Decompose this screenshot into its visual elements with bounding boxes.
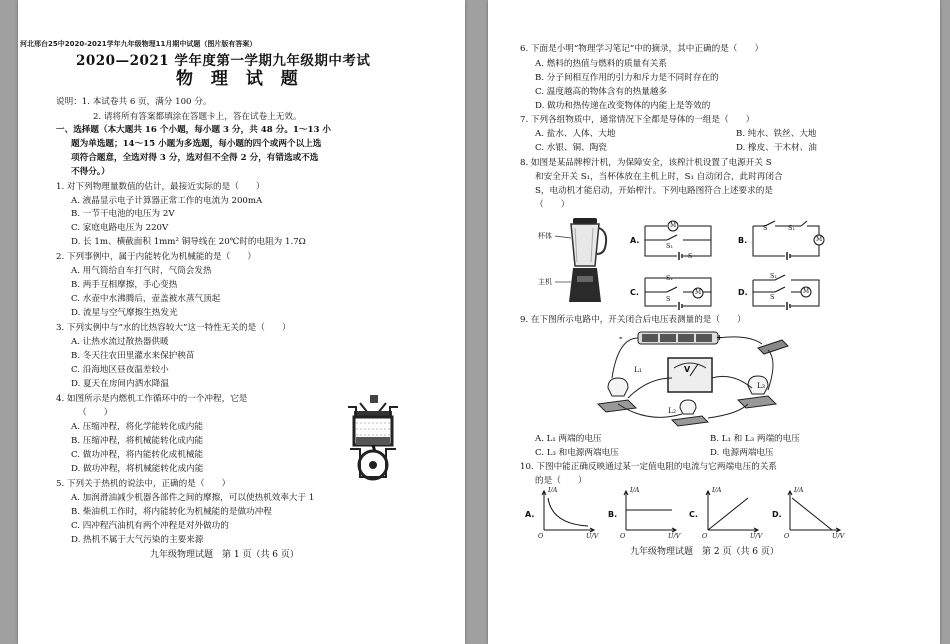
q4-option-a: A. 压缩冲程，将化学能转化成内能 (71, 422, 203, 432)
graph-b (622, 490, 678, 532)
graph-x-label: U/V (750, 532, 763, 540)
q2-option-d: D. 流星与空气摩擦生热发光 (71, 308, 178, 318)
q10-choice-b: B. (608, 510, 618, 519)
q4-option-b: B. 压缩冲程，将机械能转化成内能 (71, 436, 204, 446)
graph-x-label: U/V (668, 532, 681, 540)
q8-choice-b: B. (738, 236, 748, 245)
q5-stem: 5. 下列关于热机的说法中，正确的是（ ） (56, 479, 231, 489)
q3-option-b: B. 冬天往农田里灌水来保护秧苗 (71, 351, 195, 361)
q7-option-a: A. 盐水、人体、大地 (535, 129, 616, 139)
q8-choice-c: C. (630, 288, 639, 297)
q9-option-a: A. L₁ 两端的电压 (535, 434, 602, 444)
q2-option-b: B. 两手互相摩擦，手心变热 (71, 280, 178, 290)
q3-stem: 3. 下列实例中与“水的比热容较大”这一特性无关的是（ ） (56, 323, 291, 333)
graph-c (704, 490, 760, 532)
q4-option-c: C. 做功冲程，将内能转化成机械能 (71, 450, 204, 460)
q1-option-c: C. 家庭电路电压为 220V (71, 223, 169, 233)
exam-subtitle: 物 理 试 题 (176, 69, 304, 89)
graph-origin: O (702, 532, 708, 540)
switch-label: S (770, 293, 775, 301)
q10-choice-d: D. (772, 510, 782, 519)
q7-option-b: B. 纯水、铁丝、大地 (736, 129, 817, 139)
q4-option-d: D. 做功冲程，将机械能转化成内能 (71, 464, 204, 474)
q4-blank: （ ） (78, 408, 113, 418)
graph-x-label: U/V (832, 532, 845, 540)
q2-stem: 2. 下列事例中，属于内能转化为机械能的是（ ） (56, 252, 256, 262)
bulb-l2-label: L₂ (668, 406, 676, 415)
page-2-footer: 九年级物理试题 第 2 页（共 6 页） (630, 547, 779, 557)
switch-label: S (666, 295, 671, 303)
q2-option-a: A. 用气筒给自车打气时，气筒会发热 (71, 266, 212, 276)
battery-plus-label: + (716, 333, 723, 342)
switch-label: S₁ (788, 224, 796, 232)
voltmeter-label: V (684, 365, 691, 374)
q9-option-d: D. 电源两端电压 (710, 448, 774, 458)
graph-origin: O (620, 532, 626, 540)
q6-stem: 6. 下面是小明“物理学习笔记”中的摘录，其中正确的是（ ） (520, 44, 764, 54)
section-heading-line: 项符合题意，全选对得 3 分，选对但不全得 2 分，有错选或不选 (71, 153, 319, 163)
q10-choice-a: A. (525, 510, 535, 519)
q6-option-a: A. 燃料的热值与燃料的质量有关系 (535, 59, 667, 69)
instruction-2: 2. 请将所有答案都填涂在答题卡上，答在试卷上无效。 (93, 112, 302, 122)
q1-option-d: D. 长 1m、横截面积 1mm² 铜导线在 20℃时的电阻为 1.7Ω (71, 237, 306, 247)
q8-stem: 8. 如图是某品牌榨汁机，为保障安全，该榨汁机设置了电源开关 S (520, 158, 772, 168)
motor-label: M (816, 236, 823, 243)
q8-choice-a: A. (630, 236, 640, 245)
graph-y-label: I/A (630, 486, 640, 494)
q10-choice-c: C. (689, 510, 698, 519)
q10-stem-line: 的是（ ） (535, 476, 587, 486)
q1-option-a: A. 液晶显示电子计算器正常工作的电流为 200mA (71, 196, 263, 206)
switch-label: S (763, 224, 768, 232)
motor-label: M (670, 222, 677, 229)
q6-option-b: B. 分子间相互作用的引力和斥力是不同时存在的 (535, 73, 719, 83)
switch-label: S₁ (666, 242, 674, 250)
q7-option-c: C. 水银、铜、陶瓷 (535, 143, 607, 153)
q10-stem: 10. 下图中能正确反映通过某一定值电阻的电流与它两端电压的关系 (520, 462, 778, 472)
graph-origin: O (784, 532, 790, 540)
q6-option-c: C. 温度越高的物体含有的热量越多 (535, 87, 668, 97)
graph-y-label: I/A (794, 486, 804, 494)
q8-stem-line: （ ） (535, 200, 570, 210)
q8-stem-line: S，电动机才能启动，开始榨汁。下列电路图符合上述要求的是 (535, 186, 773, 196)
switch-label: S (688, 252, 693, 260)
motor-label: M (695, 289, 702, 296)
q9-option-b: B. L₁ 和 L₃ 两端的电压 (710, 434, 800, 444)
q6-option-d: D. 做功和热传递在改变物体的内能上是等效的 (535, 101, 711, 111)
section-heading-line: 不得分。） (71, 167, 110, 177)
q7-stem: 7. 下列各组物质中，通常情况下全都是导体的一组是（ ） (520, 115, 755, 125)
q3-option-c: C. 沿海地区昼夜温差较小 (71, 365, 169, 375)
juicer-illustration (563, 216, 611, 304)
engine-cylinder-illustration (340, 393, 406, 481)
circuit-diagram-b (751, 218, 821, 260)
graph-d (786, 490, 842, 532)
q2-option-c: C. 水壶中水沸腾后，壶盖被水蒸气顶起 (71, 294, 221, 304)
q9-circuit-photo (598, 328, 798, 428)
header-note: 河北邢台25中2020-2021学年九年级物理11月期中试题（图片版有答案） (20, 40, 257, 48)
section-heading-line: 题为单选题；14～15 小题为多选题，每小题的四个或两个以上选 (71, 139, 322, 149)
bulb-l3-label: L₃ (757, 381, 765, 390)
q1-option-b: B. 一节干电池的电压为 2V (71, 209, 175, 219)
q7-option-d: D. 橡皮、干木材、油 (736, 143, 817, 153)
q3-option-a: A. 让热水流过散热器供暖 (71, 337, 169, 347)
q9-option-c: C. L₃ 和电源两端电压 (535, 448, 619, 458)
q4-stem: 4. 如图所示是内燃机工作循环中的一个冲程，它是 (56, 394, 248, 404)
q5-option-b: B. 柴油机工作时，将内能转化为机械能的是做功冲程 (71, 507, 272, 517)
q5-option-a: A. 加润滑油减少机器各部件之间的摩擦，可以使热机效率大于 1 (71, 493, 315, 503)
q1-stem: 1. 对下列物理量数值的估计，最接近实际的是（ ） (56, 182, 265, 192)
graph-x-label: U/V (586, 532, 599, 540)
exam-title: 2020—2021 学年度第一学期九年级期中考试 (76, 53, 371, 69)
graph-origin: O (538, 532, 544, 540)
motor-label: M (803, 288, 810, 295)
q8-choice-d: D. (738, 288, 748, 297)
juicer-cup-label: 杯体 (538, 232, 552, 240)
q5-option-d: D. 热机不属于大气污染的主要来源 (71, 535, 204, 545)
exam-page-1 (18, 0, 465, 644)
instruction-1: 说明：1. 本试卷共 6 页，满分 100 分。 (56, 97, 212, 107)
q3-option-d: D. 夏天在房间内洒水降温 (71, 379, 169, 389)
graph-a (540, 490, 596, 532)
juicer-base-label: 主机 (538, 278, 552, 286)
exam-page-2 (488, 0, 940, 644)
switch-label: S₁ (666, 274, 674, 282)
battery-minus-label: - (619, 333, 623, 342)
switch-label: S₁ (770, 272, 778, 280)
q9-stem: 9. 在下图所示电路中，开关闭合后电压表测量的是（ ） (520, 315, 746, 325)
section-heading: 一、选择题（本大题共 16 个小题，每小题 3 分，共 48 分。1～13 小 (56, 125, 332, 135)
graph-y-label: I/A (548, 486, 558, 494)
graph-y-label: I/A (712, 486, 722, 494)
q5-option-c: C. 四冲程汽油机有两个冲程是对外做功的 (71, 521, 229, 531)
page-1-footer: 九年级物理试题 第 1 页（共 6 页） (150, 550, 299, 560)
q8-stem-line: 和安全开关 S₁，当杯体放在主机上时，S₁ 自动闭合，此时再闭合 (535, 172, 783, 182)
bulb-l1-label: L₁ (634, 365, 642, 374)
